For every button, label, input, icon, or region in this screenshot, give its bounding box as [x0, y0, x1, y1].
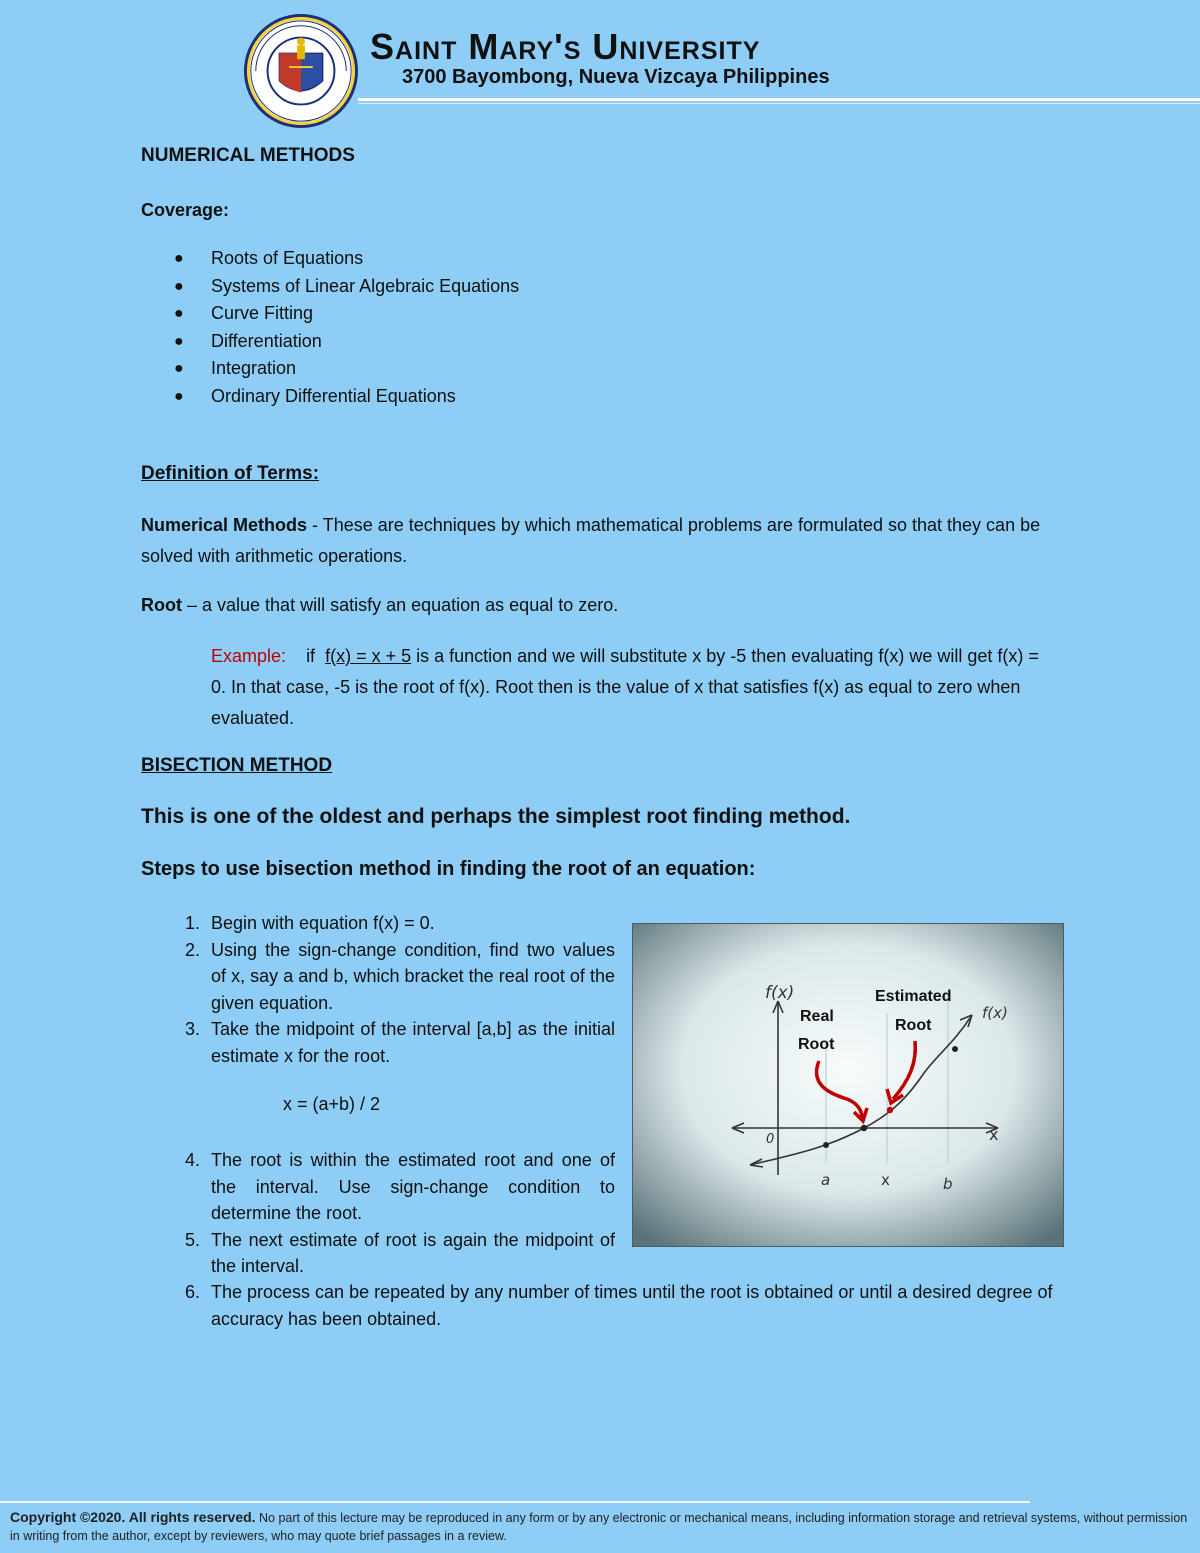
estimated-root-point — [887, 1107, 893, 1113]
coverage-item: ● Systems of Linear Algebraic Equations — [170, 273, 519, 301]
x-axis-label: x — [989, 1125, 999, 1144]
copyright-notice: No part of this lecture may be reproduced in any form or by any electronic or mechanical means, including information storage and retrieval systems, without permission in writing from the author, except by reviewers, who may quote brief passages in a review. — [10, 1511, 1188, 1543]
real-root-point — [861, 1125, 867, 1131]
coverage-item: ● Curve Fitting — [170, 300, 519, 328]
steps-heading: Steps to use bisection method in finding the root of an equation: — [141, 858, 756, 880]
bullet-icon: ● — [174, 360, 184, 377]
step-item: 3. Take the midpoint of the interval [a,b] as the initial estimate x for the root. — [185, 1019, 615, 1066]
document-title: NUMERICAL METHODS — [141, 145, 355, 166]
footer-divider — [0, 1501, 1030, 1503]
real-root-label-line2: Root — [798, 1036, 835, 1053]
university-name: Saint Mary's University — [370, 26, 761, 67]
real-root-label-line1: Real — [800, 1008, 834, 1025]
bullet-icon: ● — [174, 250, 184, 267]
coverage-list — [170, 245, 519, 410]
estimated-root-label-line2: Root — [895, 1017, 932, 1034]
example-if: if — [306, 646, 316, 666]
bullet-icon: ● — [174, 277, 184, 295]
example-label: Example: — [211, 646, 287, 666]
diagram-background — [632, 923, 1064, 1247]
root-text: – a value that will satisfy an equation as equal to zero. — [181, 595, 619, 615]
coverage-label: Coverage: — [141, 200, 230, 220]
copyright-label: Copyright ©2020. All rights reserved. — [10, 1509, 256, 1525]
numerical-methods-definition — [141, 510, 1061, 572]
bullet-icon: ● — [174, 305, 184, 322]
tick-label-x: x — [881, 1171, 890, 1189]
estimated-root-label-line1: Estimated — [875, 988, 952, 1005]
tick-label-a: a — [821, 1171, 831, 1189]
coverage-item: ● Roots of Equations — [170, 245, 519, 273]
coverage-item: ● Integration — [170, 355, 519, 383]
origin-label: 0 — [766, 1132, 775, 1147]
point-a — [823, 1142, 829, 1148]
header-divider-thin — [358, 103, 1200, 104]
example-text: is a function and we will substitute x by -5 then evaluating f(x) we will get f(x) = 0. In that case, -5 is the root of f(x). Root then is the value of x that satisfies f(x) as equal to zero when evaluated. — [211, 646, 1039, 728]
bisection-diagram — [632, 923, 1064, 1247]
step-item: 5. The next estimate of root is again the midpoint of the interval. — [185, 1229, 615, 1276]
bisection-intro: This is one of the oldest and perhaps the simplest root finding method. — [141, 805, 851, 828]
coverage-item: ● Ordinary Differential Equations — [170, 383, 519, 411]
root-definition — [141, 591, 618, 619]
tick-label-b: b — [943, 1175, 953, 1193]
example-function: f(x) = x + 5 — [325, 646, 412, 666]
term-root: Root — [141, 595, 182, 615]
bisection-heading: BISECTION METHOD — [141, 755, 333, 776]
step-item: 2. Using the sign-change condition, find two values of x, say a and b, which bracket the real root of the given equation. — [185, 939, 615, 1013]
term-numerical-methods: Numerical Methods — [141, 515, 308, 535]
step-item: 1. Begin with equation f(x) = 0. — [185, 913, 435, 933]
curve-label: f(x) — [982, 1004, 1008, 1022]
example-paragraph — [211, 641, 1051, 734]
step-item: 4. The root is within the estimated root and one of the interval. Use sign-change condition to determine the root. — [185, 1150, 615, 1223]
midpoint-formula: x = (a+b) / 2 — [283, 1094, 381, 1114]
university-address: 3700 Bayombong, Nueva Vizcaya Philippines — [402, 66, 830, 88]
header-divider — [358, 98, 1200, 101]
point-b — [952, 1046, 958, 1052]
steps-list-continued — [185, 1279, 1065, 1332]
steps-list — [185, 910, 615, 1280]
step-item: 6. The process can be repeated by any number of times until the root is obtained or until a desired degree of accuracy has been obtained. — [185, 1282, 1053, 1329]
bullet-icon: ● — [174, 387, 184, 405]
university-seal-logo — [242, 12, 360, 130]
numerical-methods-text: - These are techniques by which mathematical problems are formulated so that they can be solved with arithmetic operations. — [141, 515, 1041, 566]
y-axis-label: f(x) — [765, 983, 795, 1003]
definition-heading: Definition of Terms: — [141, 463, 320, 484]
coverage-item: ● Differentiation — [170, 328, 519, 356]
copyright-footer — [10, 1508, 1195, 1545]
bullet-icon: ● — [174, 332, 184, 350]
